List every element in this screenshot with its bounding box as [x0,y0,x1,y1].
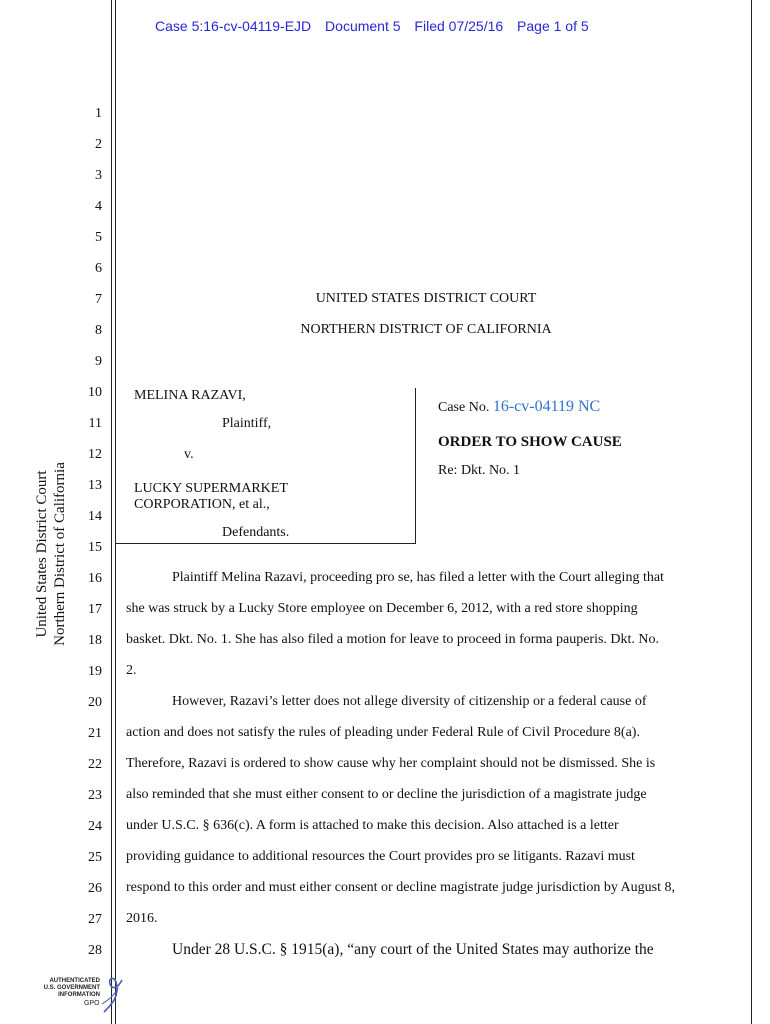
line-number: 28 [88,943,102,958]
court-name: UNITED STATES DISTRICT COURT [315,291,537,306]
body-line: action and does not satisfy the rules of pleading under Federal Rule of Civil Procedure 8(a). [126,725,640,740]
gpo-line3: INFORMATION [58,992,100,998]
line-number: 14 [88,509,102,524]
line-number: 17 [88,602,102,617]
side-court-line1: United States District Court [34,470,50,638]
line-number: 11 [88,416,102,431]
line-number: 5 [95,230,102,245]
line-number: 1 [95,106,102,121]
body-line: However, Razavi’s letter does not allege diversity of citizenship or a federal cause of [172,694,647,709]
side-court-label [33,462,69,646]
line-number: 2 [95,137,102,152]
header-document-number: Document 5 [325,18,401,34]
body-line: Therefore, Razavi is ordered to show cause why her complaint should not be dismissed. She is [126,756,656,771]
body-line: under U.S.C. § 636(c). A form is attached to make this decision. Also attached is a letter [126,818,619,833]
line-number: 9 [95,354,102,369]
gpo-seal-text [40,978,100,999]
gpo-eagle-icon [98,974,128,1014]
body-line: 2. [126,663,137,678]
line-number: 18 [88,633,102,648]
line-number: 16 [88,571,102,586]
body-line: providing guidance to additional resources the Court provides pro se litigants. Razavi must [126,849,635,864]
case-number-link[interactable]: 16-cv-04119 NC [492,398,601,415]
gpo-line1: AUTHENTICATED [49,978,100,984]
side-court-line2: Northern District of California [52,462,68,646]
line-number: 4 [95,199,102,214]
caption-divider-horizontal [116,543,416,544]
plaintiff-role: Plaintiff, [222,416,272,431]
gpo-label: GPO [84,1000,100,1007]
line-number: 23 [88,788,102,803]
line-number: 20 [88,695,102,710]
left-margin-rule-outer [111,0,112,1024]
line-number: 26 [88,881,102,896]
line-number: 13 [88,478,102,493]
body-line: respond to this order and must either consent or decline magistrate judge jurisdiction by August 8, [126,880,676,895]
gpo-authentication-seal [40,974,130,1014]
body-line: also reminded that she must either consent to or decline the jurisdiction of a magistrate judge [126,787,647,802]
case-number-label: Case No. [438,400,490,415]
line-number: 19 [88,664,102,679]
right-margin-rule [751,0,752,1024]
header-filed-date: Filed 07/25/16 [414,18,504,34]
line-number: 25 [88,850,102,865]
defendant-name-line2: CORPORATION, et al., [134,497,270,512]
defendant-name-line1: LUCKY SUPERMARKET [134,481,288,496]
line-number: 15 [88,540,102,555]
body-line: Under 28 U.S.C. § 1915(a), “any court of the United States may authorize the [172,941,654,958]
body-line: she was struck by a Lucky Store employee on December 6, 2012, with a red store shopping [126,601,638,616]
caption-divider-vertical [415,388,416,544]
header-page-indicator: Page 1 of 5 [517,18,589,34]
line-number: 7 [95,292,102,307]
line-number: 3 [95,168,102,183]
line-number: 12 [88,447,102,462]
header-case-number: Case 5:16-cv-04119-EJD [155,18,312,34]
line-number: 24 [88,819,102,834]
ecf-header [155,18,599,34]
line-number: 6 [95,261,102,276]
versus: v. [184,447,194,462]
defendant-role: Defendants. [222,525,290,540]
body-line: Plaintiff Melina Razavi, proceeding pro se, has filed a letter with the Court alleging that [172,570,664,585]
line-number: 8 [95,323,102,338]
line-number: 10 [88,385,102,400]
left-margin-rule-inner [115,0,116,1024]
order-title: ORDER TO SHOW CAUSE [438,434,622,450]
line-number: 21 [88,726,102,741]
case-number-block [438,398,600,416]
court-district: NORTHERN DISTRICT OF CALIFORNIA [300,322,552,337]
line-number: 22 [88,757,102,772]
gpo-line2: U.S. GOVERNMENT [43,985,100,991]
body-line: basket. Dkt. No. 1. She has also filed a motion for leave to proceed in forma pauperis. Dkt. No. [126,632,660,647]
body-line: 2016. [126,911,158,926]
plaintiff-name: MELINA RAZAVI, [134,388,246,403]
docket-reference: Re: Dkt. No. 1 [438,463,521,478]
line-number: 27 [88,912,102,927]
